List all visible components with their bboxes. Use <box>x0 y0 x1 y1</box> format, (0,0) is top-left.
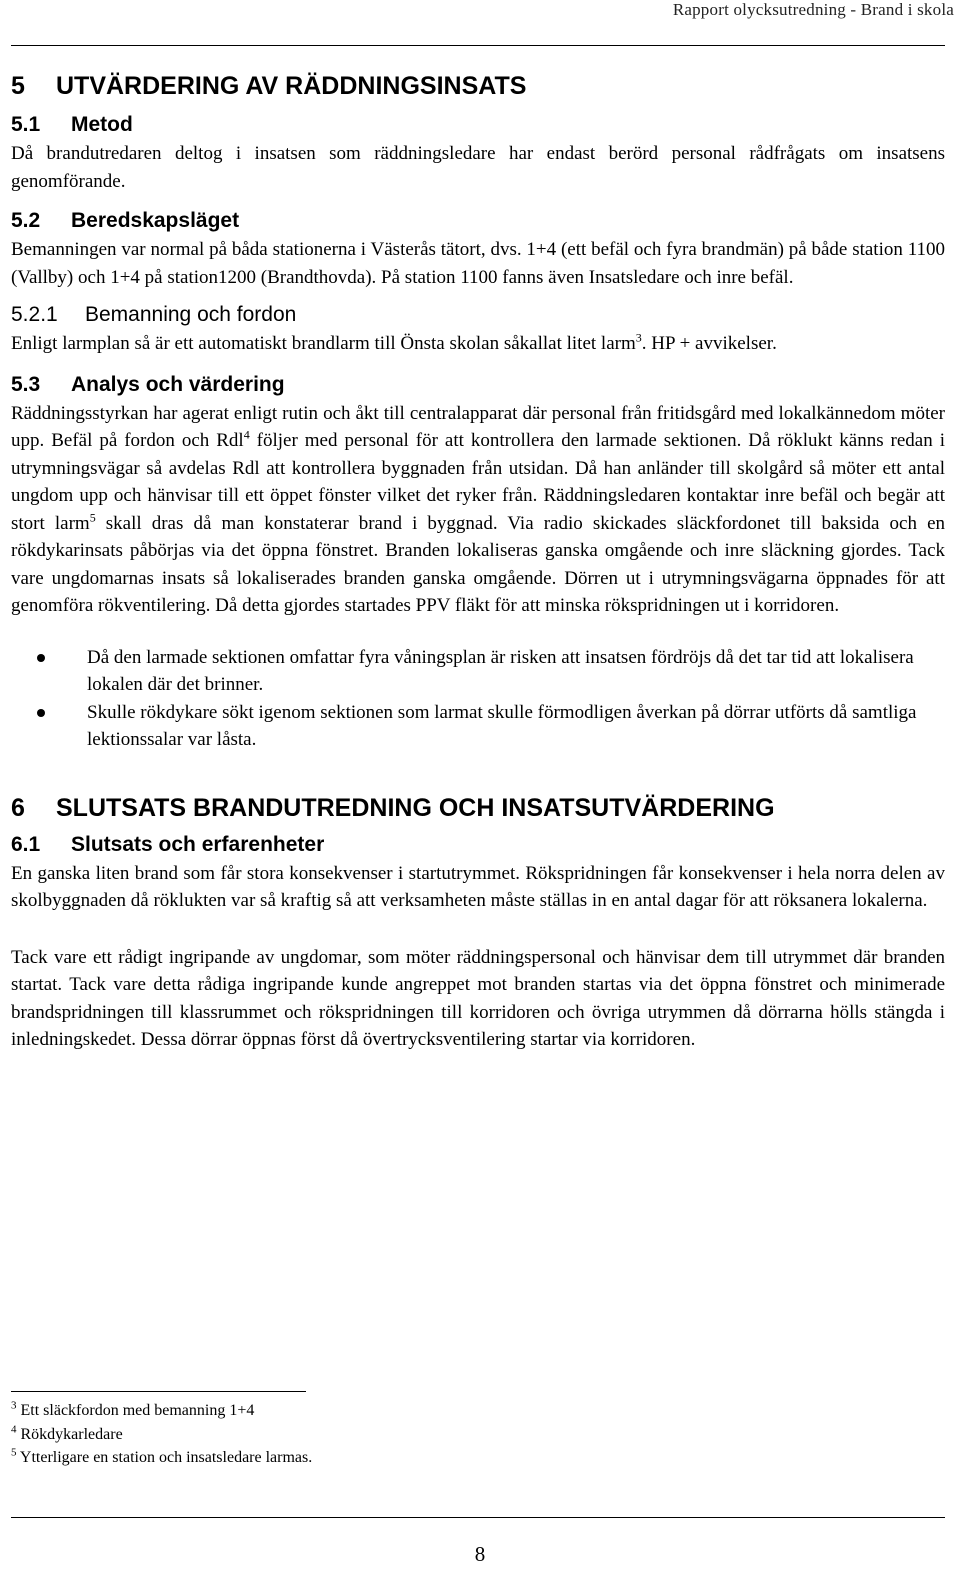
heading-5-2 <box>11 206 945 236</box>
page-body <box>11 66 945 1054</box>
list-item <box>11 644 945 699</box>
footnote-ref: 5 <box>89 510 96 525</box>
footnote-number: 5 <box>11 1446 17 1459</box>
heading-number: 6.1 <box>11 832 41 856</box>
heading-text: Analys och värdering <box>71 372 285 396</box>
heading-number: 5 <box>11 72 25 100</box>
heading-5-3 <box>11 370 945 400</box>
heading-5-1 <box>11 110 945 140</box>
paragraph-6-1-b: Tack vare ett rådigt ingripande av ungdomar, som möter räddningspersonal och hänvisar dem till utrymmet där branden startat. Tack vare detta rådiga ingripande kunde angreppet mot branden startas via det öppna fönstret och minimerade brandspridningen till klassrummet och rökspridningen till korridoren och övriga utrymmen då dörrarna hölls stängda i inledningskedet. Dessa dörrar öppnas först då övertrycksventilering startar via korridoren. <box>11 946 945 1050</box>
paragraph-text: skall dras då man konstaterar brand i byggnad. Via radio skickades släckfordonet till baksida och en rökdykarinsats påbörjas via det öppna fönstret. Branden lokaliseras ganska omgående och inre släckning gjordes. Tack vare ungdomarnas insats så lokaliserades branden ganska omgående. Dörren ut i utrymningsvägarna öppnades för att genomföra rökventilering. Då detta gjordes startades PPV fläkt för att minska rökspridningen ut i korridoren. <box>11 512 945 616</box>
footnote-text: Rökdykarledare <box>20 1425 123 1443</box>
footnote <box>11 1446 611 1470</box>
heading-text: Slutsats och erfarenheter <box>71 832 325 856</box>
heading-6-1 <box>11 830 945 860</box>
paragraph-text: Räddningsstyrkan har agerat enligt rutin och åkt till centralapparat där personal från fritidsgård med lokalkännedom möter upp. Befäl på fordon och Rdl <box>11 402 945 451</box>
paragraph-5-2: Bemanningen var normal på båda stationerna i Västerås tätort, dvs. 1+4 (ett befäl och fyra brandmän) på både station 1100 (Vallby) och 1+4 på station1200 (Brandthovda). På station 1100 fanns även Insatsledare och inre befäl. <box>11 239 945 288</box>
heading-section-5 <box>11 66 945 106</box>
footnote-ref: 3 <box>635 330 642 345</box>
list-item-text: Skulle rökdykare sökt igenom sektionen som larmat skulle förmodligen åverkan på dörrar utförts då samtliga lektionssalar var låsta. <box>87 701 917 750</box>
footnote-number: 3 <box>11 1399 17 1412</box>
footnote-text: Ytterligare en station och insatsledare larmas. <box>19 1449 313 1466</box>
footnote <box>11 1399 611 1423</box>
paragraph-text: följer med personal för att kontrollera den larmade sektionen. Då röklukt känns redan i utrymningsvägar så avdelas Rdl att kontrollera byggnaden från utsidan. Då han anländer till skolgård så möter ett antal ungdom upp och hänvisar till ett öppet fönster vilket det ryker från. Räddningsledaren kontaktar inre befäl och begär att stort larm <box>11 430 945 534</box>
footnote-rule <box>11 1391 306 1392</box>
footnote <box>11 1423 611 1447</box>
footnotes <box>11 1399 611 1470</box>
page-number: 8 <box>474 1542 486 1566</box>
heading-text: Beredskapsläget <box>71 209 240 232</box>
list-item-text: Då den larmade sektionen omfattar fyra våningsplan är risken att insatsen fördröjs då det tar tid att lokalisera lokalen där det brinner. <box>87 646 914 695</box>
running-header: Rapport olycksutredning - Brand i skola <box>672 0 954 19</box>
footer-rule <box>11 1517 945 1518</box>
paragraph-text: Enligt larmplan så är ett automatiskt brandlarm till Önsta skolan såkallat litet larm <box>11 333 636 354</box>
heading-number: 5.3 <box>11 372 41 396</box>
heading-number: 6 <box>11 793 25 822</box>
footnote-number: 4 <box>11 1423 17 1436</box>
heading-5-2-1 <box>11 300 945 330</box>
heading-text: Metod <box>71 113 133 136</box>
paragraph-5-2-1 <box>11 330 945 358</box>
paragraph-text: . HP + avvikelser. <box>641 333 777 354</box>
bullet-list <box>11 644 945 754</box>
heading-section-6 <box>11 788 945 828</box>
footnote-ref: 4 <box>243 427 250 442</box>
heading-text: SLUTSATS BRANDUTREDNING OCH INSATSUTVÄRDERING <box>56 793 775 822</box>
paragraph-5-1: Då brandutredaren deltog i insatsen som räddningsledare har endast berörd personal rådfrågats om insatsens genomförande. <box>11 143 945 192</box>
heading-number: 5.2 <box>11 209 41 232</box>
heading-text: Bemanning och fordon <box>85 303 297 326</box>
heading-text: UTVÄRDERING AV RÄDDNINGSINSATS <box>56 72 527 100</box>
paragraph-6-1-a: En ganska liten brand som får stora konsekvenser i startutrymmet. Rökspridningen får konsekvenser i hela norra delen av skolbyggnaden då röklukten var så kraftig så att verksamheten måste ställas in en antal dagar för att röksanera lokalerna. <box>11 862 945 911</box>
heading-number: 5.2.1 <box>11 303 58 326</box>
heading-number: 5.1 <box>11 113 41 136</box>
bullet-icon <box>37 709 45 717</box>
list-item <box>11 699 945 754</box>
footnote-text: Ett släckfordon med bemanning 1+4 <box>20 1402 255 1419</box>
header-rule <box>11 45 945 46</box>
paragraph-5-3 <box>11 400 945 620</box>
bullet-icon <box>37 654 45 662</box>
